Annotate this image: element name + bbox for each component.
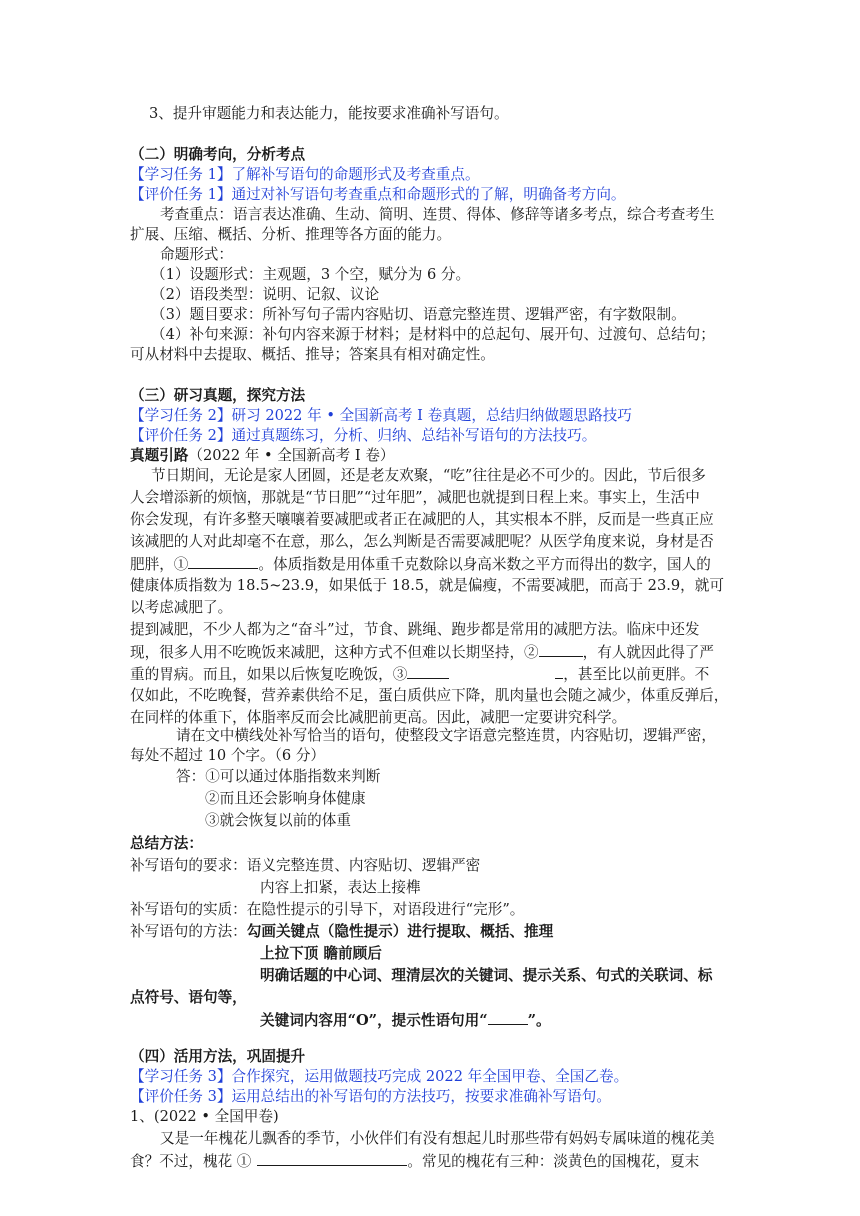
passage-line-1: 节日期间，无论是家人团圆，还是老友欢聚，“吃”往往是必不可少的。因此，节后很多 [151, 467, 706, 484]
answer-2: ②而且还会影响身体健康 [205, 790, 366, 807]
question-form-4a: （4）补句来源：补句内容来源于材料；是材料中的总起句、展开句、过渡句、总结句； [151, 326, 715, 343]
blank-1 [188, 554, 258, 569]
essence-row [130, 900, 524, 920]
passage-line-7: 以考虑减肥了。 [130, 599, 233, 616]
summary-heading: 总结方法： [130, 835, 203, 852]
question-form-label: 命题形式： [160, 246, 233, 263]
essence-text: 在隐性提示的引导下，对语段进行“完形”。 [246, 901, 525, 918]
method-row-5 [260, 1010, 551, 1031]
question-form-1: （1）设题形式：主观题，3 个空，赋分为 6 分。 [151, 266, 471, 283]
answer-text: ①可以通过体脂指数来判断 [205, 768, 381, 785]
evaluation-task-3: 【评价任务 3】运用总结出的补写语句的方法技巧，按要求准确补写语句。 [130, 1088, 611, 1105]
passage-text: 食？不过，槐花 ① [130, 1153, 252, 1170]
passage-text: 重的胃病。而且，如果以后恢复吃晚饭，③ [130, 666, 408, 683]
method-text: 关键词内容用“O”，提示性语句用“ [260, 1012, 488, 1029]
method-row-3: 明确话题的中心词、理清层次的关键词、提示关系、句式的关联词、标 [260, 967, 713, 984]
passage-line-6: 健康体质指数为 18.5~23.9，如果低于 18.5，就是偏瘦，不需要减肥，而高于 23.9，就可 [130, 577, 724, 594]
passage-text: 肥胖，① [130, 556, 189, 573]
learning-task-3: 【学习任务 3】合作探究，运用做题技巧完成 2022 年全国甲卷、全国乙卷。 [130, 1068, 629, 1085]
section-3-heading: （三）研习真题，探究方法 [130, 387, 306, 404]
blank-example [488, 1010, 528, 1025]
learning-task-1: 【学习任务 1】了解补写语句的命题形式及考查重点。 [130, 166, 480, 183]
intro-source: （2022 年 • 全国新高考 I 卷） [188, 447, 395, 464]
question-form-2: （2）语段类型：说明、记叙、议论 [151, 286, 380, 303]
question-form-3: （3）题目要求：所补写句子需内容贴切、语意完整连贯、逻辑严密，有字数限制。 [151, 306, 686, 323]
section-2-heading: （二）明确考向，分析考点 [130, 146, 306, 163]
passage-line-4: 该减肥的人对此却毫不在意，那么，怎么判断是否需要减肥呢？从医学角度来说，身材是否 [130, 533, 714, 550]
blank-3a [407, 664, 449, 679]
evaluation-task-1: 【评价任务 1】通过对补写语句考查重点和命题形式的了解，明确备考方向。 [130, 186, 626, 203]
learning-task-2: 【学习任务 2】研习 2022 年 • 全国新高考 I 卷真题，总结归纳做题思路技巧 [130, 407, 632, 424]
method-text: ”。 [527, 1012, 551, 1029]
passage-line-10 [130, 664, 709, 685]
passage-line-8: 提到减肥，不少人都为之“奋斗”过，节食、跳绳、跑步都是常用的减肥方法。临床中还发 [130, 621, 700, 638]
passage-text: ，有人就因此得了严 [582, 644, 714, 661]
objective-3: 3、提升审题能力和表达能力，能按要求准确补写语句。 [149, 105, 509, 122]
question-form-4b: 可从材料中去提取、概括、推导；答案具有相对确定性。 [130, 346, 495, 363]
passage-text: 。体质指数是用体重千克数除以身高米数之平方而得出的数字，国人的 [258, 556, 711, 573]
passage-text: 。常见的槐花有三种：淡黄色的国槐花，夏末 [407, 1153, 700, 1170]
exam-focus-line-2: 扩展、压缩、概括、分析、推理等各方面的能力。 [130, 226, 452, 243]
exercise-line-1: 又是一年槐花儿飘香的季节，小伙伴们有没有想起儿时那些带有妈妈专属味道的槐花美 [160, 1130, 715, 1147]
method-row-1 [130, 922, 553, 942]
requirement-row-2: 内容上扣紧，表达上接榫 [260, 879, 421, 896]
passage-text: 现，很多人用不吃晚饭来减肥，这种方式不但难以长期坚持，② [130, 644, 539, 661]
evaluation-task-2: 【评价任务 2】通过真题练习，分析、归纳、总结补写语句的方法技巧。 [130, 427, 597, 444]
passage-line-2: 人会增添新的烦恼，那就是“节日肥”“过年肥”，减肥也就提到日程上来。事实上，生活中 [130, 489, 700, 506]
method-text: 勾画关键点（隐性提示）进行提取、概括、推理 [246, 923, 554, 940]
answer-1 [176, 767, 380, 787]
question-line-2: 每处不超过 10 个字。（6 分） [130, 747, 326, 764]
answer-label: 答： [176, 768, 206, 785]
intro-label: 真题引路 [130, 447, 189, 464]
passage-line-3: 你会发现，有许多整天嚷嚷着要减肥或者正在减肥的人，其实根本不胖，反而是一些真正应 [130, 511, 714, 528]
question-line-1: 请在文中横线处补写恰当的语句，使整段文字语意完整连贯，内容贴切，逻辑严密， [176, 727, 716, 744]
exercise-1-title: 1、(2022 • 全国甲卷) [130, 1108, 279, 1125]
passage-line-12: 在同样的体重下，体脂率反而会比减肥前更高。因此，减肥一定要讲究科学。 [130, 709, 627, 726]
passage-line-11: 仅如此，不吃晚餐，营养素供给不足，蛋白质供应下降，肌肉量也会随之减少，体重反弹后， [130, 687, 729, 704]
requirement-row-1 [130, 856, 480, 876]
essence-label: 补写语句的实质： [130, 901, 247, 918]
real-question-intro [130, 446, 394, 466]
exercise-line-2 [130, 1151, 699, 1172]
passage-text: ，甚至比以前更胖。不 [563, 666, 710, 683]
answer-3: ③就会恢复以前的体重 [205, 812, 351, 829]
method-row-2: 上拉下顶 瞻前顾后 [260, 945, 382, 962]
requirement-text: 语义完整连贯、内容贴切、逻辑严密 [246, 857, 481, 874]
requirement-label: 补写语句的要求： [130, 857, 247, 874]
method-label: 补写语句的方法： [130, 923, 247, 940]
section-4-heading: （四）活用方法，巩固提升 [130, 1048, 306, 1065]
method-row-4: 点符号、语句等， [130, 989, 247, 1006]
passage-line-9 [130, 642, 714, 663]
passage-line-5 [130, 554, 711, 575]
blank-2 [539, 642, 583, 657]
blank-exercise-1 [257, 1151, 407, 1166]
exam-focus-line-1: 考查重点：语言表达准确、生动、简明、连贯、得体、修辞等诸多考点，综合考查考生 [160, 206, 715, 223]
